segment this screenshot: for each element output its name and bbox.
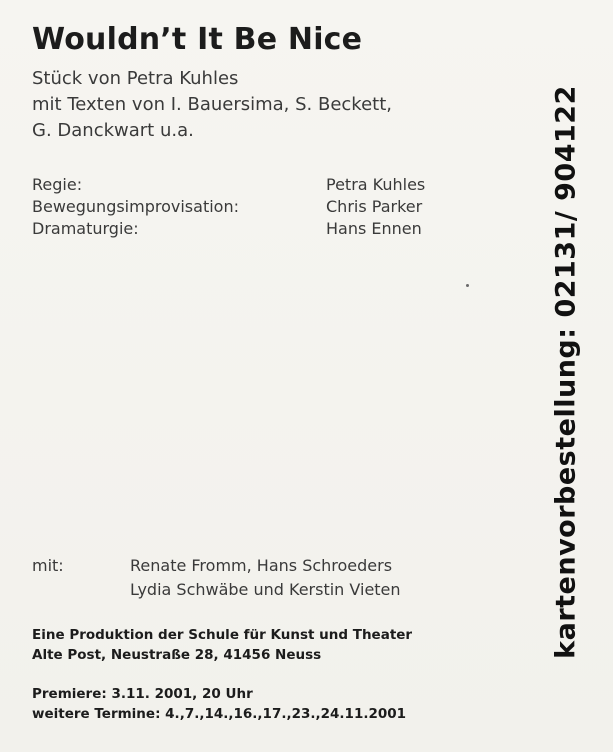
credit-name: Petra Kuhles (326, 175, 426, 194)
subtitle-texts: mit Texten von I. Bauersima, S. Beckett, (32, 94, 392, 115)
credit-name: Chris Parker (326, 197, 423, 216)
ticket-hotline-container (540, 52, 592, 692)
credit-role: Bewegungsimprovisation: (32, 197, 239, 216)
credit-row (32, 196, 462, 218)
credit-row (32, 174, 462, 196)
page-title: Wouldn’t It Be Nice (32, 22, 363, 57)
premiere-date: Premiere: 3.11. 2001, 20 Uhr (32, 686, 253, 702)
credit-role: Dramaturgie: (32, 219, 139, 238)
production-line: Eine Produktion der Schule für Kunst und Theater (32, 627, 413, 643)
credit-role: Regie: (32, 175, 83, 194)
subtitle-author: Stück von Petra Kuhles (32, 68, 239, 89)
production-address: Alte Post, Neustraße 28, 41456 Neuss (32, 647, 322, 663)
credit-name: Hans Ennen (326, 219, 422, 238)
subtitle-texts-cont: G. Danckwart u.a. (32, 120, 194, 141)
cast-line: Lydia Schwäbe und Kerstin Vieten (130, 580, 401, 599)
further-dates: weitere Termine: 4.,7.,14.,16.,17.,23.,24.11.2001 (32, 706, 407, 722)
subtitle-block (32, 66, 392, 144)
credit-row (32, 218, 462, 240)
credits-list (32, 174, 462, 240)
cast-label: mit: (32, 556, 64, 575)
production-info (32, 625, 412, 665)
ticket-hotline: kartenvorbestellung: 02131/ 904122 (550, 85, 582, 659)
paper-speck (466, 284, 469, 287)
dates-info (32, 684, 406, 724)
cast-names (130, 554, 401, 602)
cast-line: Renate Fromm, Hans Schroeders (130, 556, 393, 575)
